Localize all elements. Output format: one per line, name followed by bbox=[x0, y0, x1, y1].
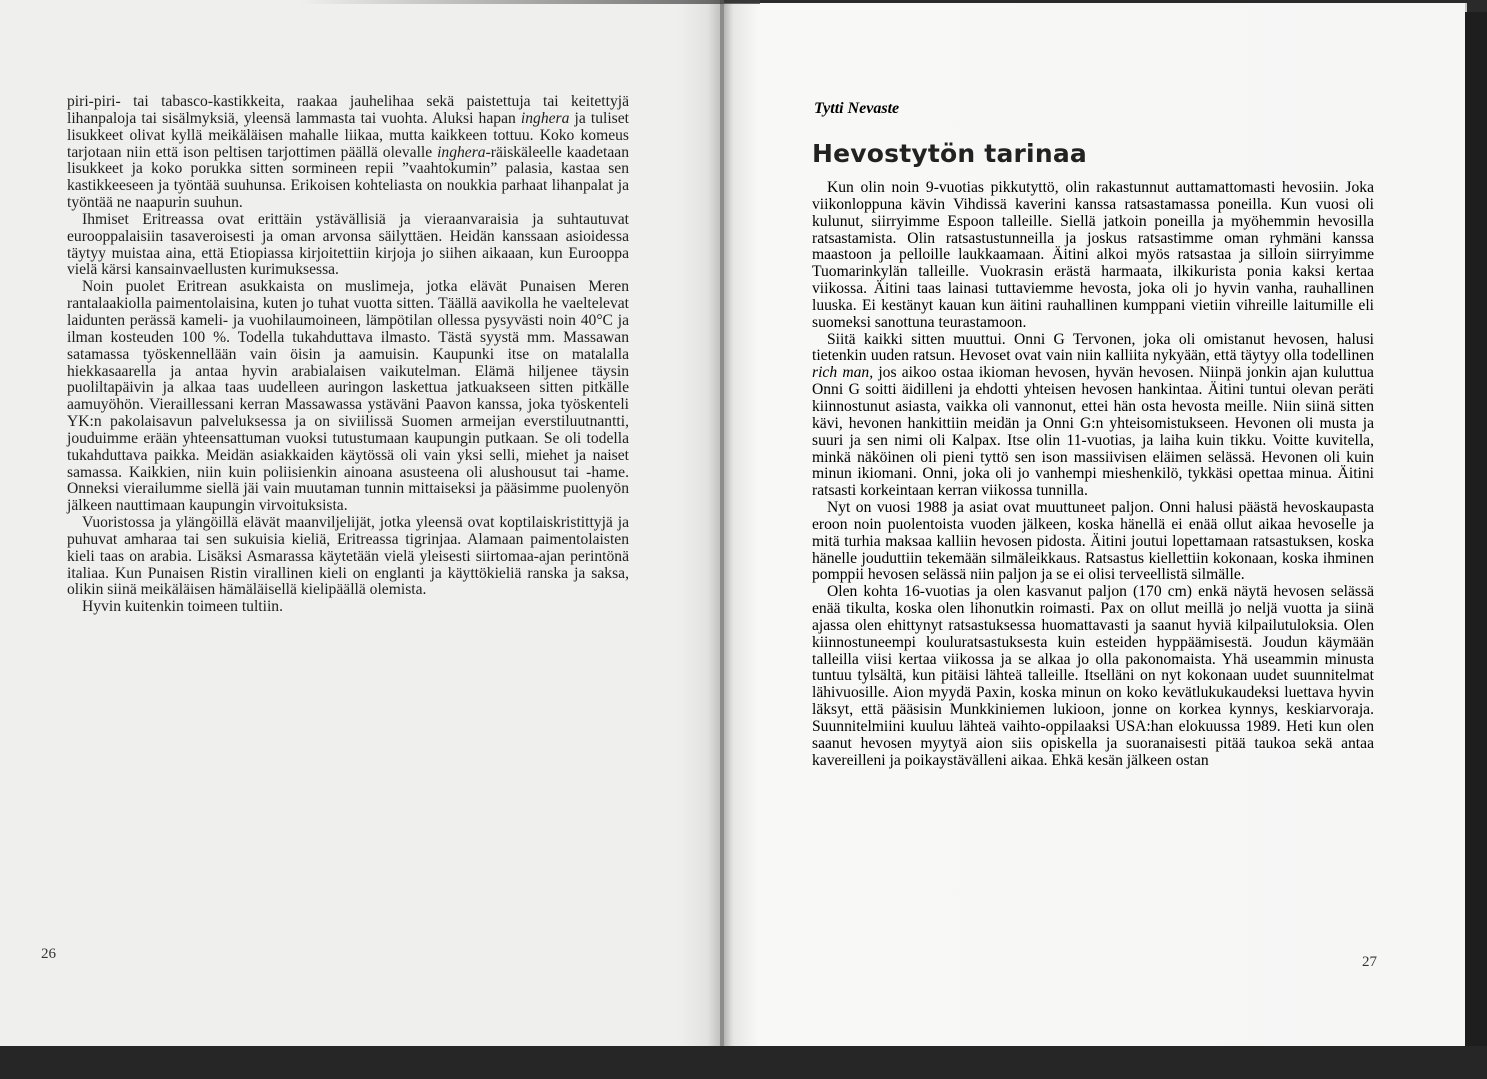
paragraph bbox=[67, 279, 629, 515]
text-segment: Vuoristossa ja ylängöillä elävät maanviljelijät, jotka yleensä ovat koptilaiskristittyjä ja puhuvat amharaa tai sen sukuisia kieliä, Eritreassa tigrinjaa. Alamaan paimentolaisten kieli taas on arabia. Lisäksi Asmarassa käytetään vielä yleisesti siirtomaa-ajan perintönä italiaa. Kun Punaisen Ristin virallinen kieli on englanti ja käyttökieliä ranska ja saksa, olikin siinä meikäläisen hämäläisellä kielipäällä olemista. bbox=[67, 514, 629, 599]
text-segment: ja tuliset lisukkeet olivat kyllä meikäläisen mahalle liikaa, mutta kaikkeen tottuu. Koko komeus tarjotaan niin että ison peltisen tarjottimen päällä olevalle bbox=[67, 109, 629, 161]
paragraph bbox=[812, 584, 1374, 769]
left-page-body bbox=[67, 94, 629, 616]
italic-text: rich man, bbox=[812, 364, 874, 382]
scanner-background-bottom bbox=[0, 1046, 1487, 1079]
italic-text: inghera bbox=[437, 143, 486, 161]
paragraph bbox=[67, 212, 629, 279]
text-segment: Kun olin noin 9-vuotias pikkutyttö, olin rakastunnut auttamattomasti hevosiin. Joka viikonloppuna kävin Vihdissä kaverini kanssa ratsastamassa poneilla. Kun vuosi oli kulunut, siirryimme Espoon talleille. Siellä jatkoin poneilla ja myöhemmin hevosilla ratsastamista. Olin ratsastustunneilla ja joskus ratsastimme oman ryhmäni kanssa maastoon ja pelloille laukkaamaan. Äitini alkoi myös ratsastaa ja silloin siirryimme Tuomarinkylän talleille. Vuokrasin erästä harmaata, ilkikurista ponia kaksi kertaa viikossa. Äitini taas lainasi tuttaviemme hevosta, joka oli jo hyvin vanha, rauhallinen luuska. Ei kestänyt kauan kun äitini rauhallinen kumppani vietiin vihreille laitumille eli suomeksi sanottuna teurastamoon. bbox=[812, 179, 1374, 331]
text-segment: Nyt on vuosi 1988 ja asiat ovat muuttuneet paljon. Onni halusi päästä hevoskaupasta eroon noin puolentoista vuoden jälkeen, koska hänellä ei enää ollut aikaa hevoselle ja mitä turhia maksaa kalliin hevosen pidosta. Äitini joutui lopettamaan ratsastuksen, koska hänelle jouduttiin tekemään silmäleikkaus. Ratsastus kiellettiin kokonaan, koska ihminen pomppii hevosen selässä niin paljon ja se ei olisi terveellistä silmälle. bbox=[812, 499, 1374, 584]
paragraph bbox=[67, 599, 629, 616]
text-segment: piri-piri- tai tabasco-kastikkeita, raakaa jauhelihaa sekä paistettuja tai keitettyjä lihanpaloja tai sisälmyksiä, yleensä lammasta tai vuohta. Aluksi hapan bbox=[67, 93, 629, 127]
text-segment: -räiskäleelle kaadetaan lisukkeet ja koko porukka sitten sormineen repii ”vaahtokumin” palasia, kastaa sen kastikkeeseen ja työntää suuhunsa. Erikoisen kohteliasta on noukkia parhaat lihanpalat ja työntää ne naapurin suuhun. bbox=[67, 143, 629, 212]
text-segment: Siitä kaikki sitten muuttui. Onni G Tervonen, joka oli omistanut hevosen, halusi tietenkin uuden ratsun. Hevoset ovat vain niin kalliita nykyään, että täytyy olla todellinen bbox=[812, 330, 1374, 365]
paragraph bbox=[812, 180, 1374, 332]
scanner-background-right bbox=[1465, 12, 1487, 1079]
right-page-body bbox=[812, 180, 1374, 770]
paragraph bbox=[67, 515, 629, 599]
paragraph bbox=[812, 500, 1374, 584]
text-segment: Olen kohta 16-vuotias ja olen kasvanut paljon (170 cm) enkä näytä hevosen selässä enää tikulta, koska olen lihonutkin roimasti. Pax on ollut meillä jo neljä vuotta ja siinä ajassa olen ehittynyt ratsastuksessa huomattavasti ja saanut hyviä kilpailutuloksia. Olen kiinnostuneempi kouluratsastuksesta kuin esteiden hyppäämisestä. Joudun käymään talleilla viisi kertaa viikossa ja se alkaa jo olla pakonomaista. Yhä useammin minusta tuntuu tylsältä, kun pitäisi lähteä talleille. Itselläni on nyt kokonaan uudet suunnitelmat lähivuosille. Aion myydä Paxin, koska minun on koko kevätlukukaudeksi luettava hyvin läksyt, että pääsisin Munkkiniemen lukioon, jonne on korkea kynnys, keskiarvoraja. Suunnitelmiini kuuluu lähteä vaihto-oppilaaksi USA:han elokuussa 1989. Heti kun olen saanut hevosen myytyä aion siis opiskella ja suoranaisesti pitää taukoa sekä antaa kavereilleni ja poikaystävälleni aikaa. Ehkä kesän jälkeen ostan bbox=[812, 583, 1374, 769]
page-number-right: 27 bbox=[1362, 954, 1377, 970]
paragraph bbox=[67, 94, 629, 212]
text-segment: Ihmiset Eritreassa ovat erittäin ystävällisiä ja vieraanvaraisia ja suhtautuvat eurooppalaisiin tasaveroisesti ja oman arvonsa säilyttäen. Heidän kanssaan asioidessa täytyy muistaa aina, että Etiopiassa kirjoitettiin kirjoja jo siihen aikaaan, kun Eurooppa vielä kärsi kansainvaellusten kurimuksessa. bbox=[67, 210, 629, 279]
text-segment: jos aikoo ostaa ikioman hevosen, hyvän hevosen. Niinpä jonkin ajan kuluttua Onni G soitti äidilleni ja ehdotti yhteisen hevosen hankintaa. Äitini tuntui olevan peräti kiinnostunut asiasta, vaikka oli vannonut, ettei hän osta hevosta meille. Niin siinä sitten kävi, hevonen hankittiin meidän ja Onni G:n yhteisomistukseen. Hevonen oli musta ja suuri ja sen nimi oli Kalpax. Itse olin 11-vuotias, ja laiha kuin tikku. Voitte kuvitella, minkä näköinen oli pieni tyttö sen ison massiivisen eläimen selässä. Hevonen oli kuin minun ikiomani. Onni, joka oli jo vanhempi mieshenkilö, tykkäsi opettaa minua. Äitini ratsasti korkeintaan kerran viikossa tunnilla. bbox=[812, 364, 1374, 500]
italic-text: inghera bbox=[520, 109, 570, 127]
paragraph bbox=[812, 332, 1374, 500]
text-segment: Noin puolet Eritrean asukkaista on muslimeja, jotka elävät Punaisen Meren rantalaakiolla paimentolaisina, kuten jo tuhat vuotta sitten. Täällä aavikolla he vaeltelevat laidunten perässä kameli- ja vuohilaumoineen, lämpötilan ollessa pysyvästi noin 40°C ja ilman kosteuden 100 %. Todella tukahduttava ilmasto. Tästä syystä mm. Massawan satamassa työskennellään vain öisin ja aamuisin. Kaupunki itse on matalalla hiekkasaarella ja antaa hyvin arabialaisen vaikutelman. Elämä hiljenee täysin puoliltapäivin ja alkaa taas uudelleen auringon laskettua jatkuakseen sitten pitkälle aamuyöhön. Vieraillessani kerran Massawassa ystäväni Paavon kanssa, joka työskenteli YK:n pakolaisavun palveluksessa ja on siviilissä Suomen armeijan everstiluutnantti, jouduimme erään yhteensattuman vuoksi tutustumaan kaupungin putkaan. Se oli todella tukahduttava paikka. Meidän asiakkaiden käytössä oli vain yksi selli, miehet ja naiset samassa. Kaikkien, niin kuin poliisienkin ainoana asusteena oli alushousut tai -hame. Onneksi vierailumme siellä jäi vain muutaman tunnin mittaiseksi ja pääsimme puolenyön jälkeen nauttimaan kaupungin virvoituksista. bbox=[67, 278, 629, 515]
article-title: Hevostytön tarinaa bbox=[812, 139, 1087, 168]
left-page bbox=[0, 0, 722, 1046]
article-author: Tytti Nevaste bbox=[814, 100, 900, 117]
page-number-left: 26 bbox=[41, 946, 56, 962]
text-segment: Hyvin kuitenkin toimeen tultiin. bbox=[82, 598, 283, 616]
book-gutter bbox=[720, 0, 724, 1046]
page-top-shadow bbox=[300, 0, 760, 4]
